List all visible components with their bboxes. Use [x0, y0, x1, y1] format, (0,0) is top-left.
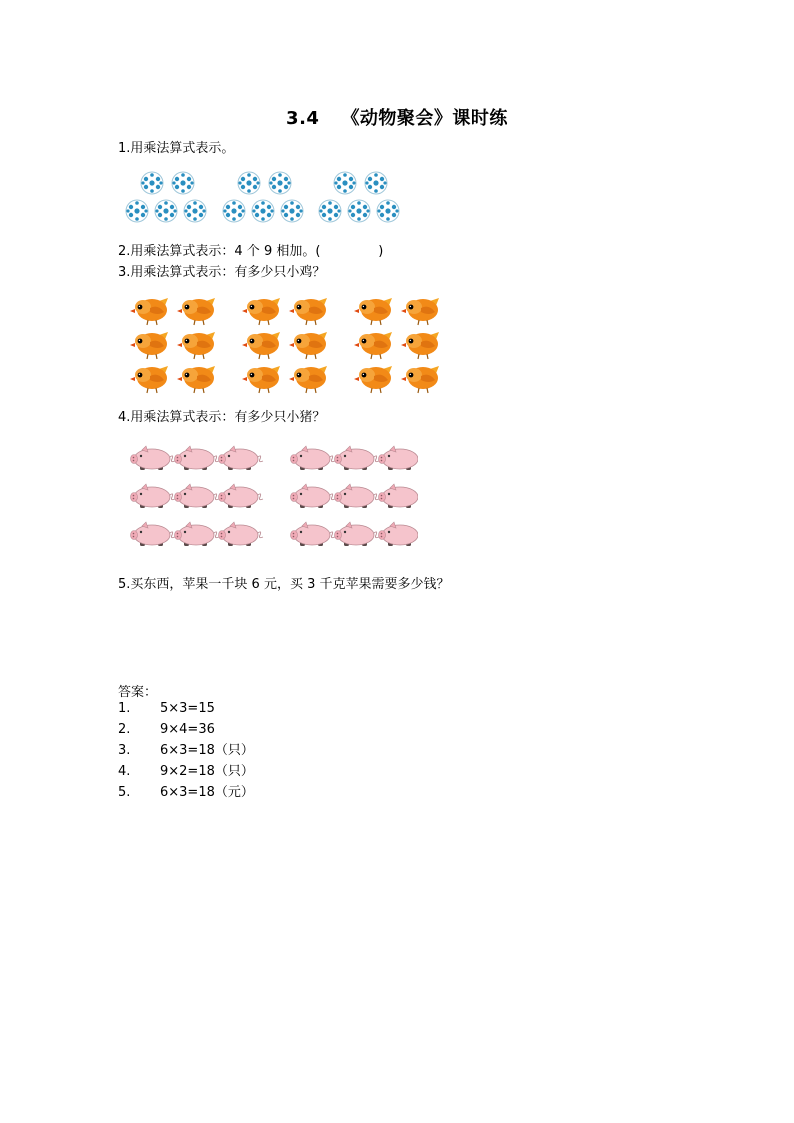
title-number: 3.4 — [286, 108, 320, 129]
pig-icon — [175, 484, 220, 508]
pig-icon — [335, 522, 380, 546]
pig-icon — [219, 446, 264, 470]
pig-icon — [379, 446, 419, 470]
answer-number: 4. — [118, 764, 131, 779]
chick-icon — [177, 366, 215, 393]
question-4: 4.用乘法算式表示：有多少只小猪？ — [118, 410, 326, 425]
answer-number: 2. — [118, 722, 131, 737]
pig-icon — [219, 522, 264, 546]
chick-icon — [242, 332, 280, 359]
answer-row — [118, 743, 254, 759]
chicks-illustration — [118, 294, 448, 394]
pig-icon — [291, 522, 336, 546]
pig-icon — [335, 446, 380, 470]
chick-icon — [242, 298, 280, 325]
pig-icon — [219, 484, 264, 508]
balls-illustration — [118, 168, 418, 228]
chick-icon — [401, 366, 439, 393]
ball-icon — [184, 200, 206, 222]
chick-icon — [289, 366, 327, 393]
answer-text: 6×3=18（只） — [160, 743, 254, 758]
ball-icon — [252, 200, 274, 222]
chick-icon — [401, 298, 439, 325]
chick-icon — [289, 298, 327, 325]
pig-icon — [175, 522, 220, 546]
answers-label: 答案： — [118, 685, 158, 700]
question-5: 5.买东西，苹果一千块 6 元，买 3 千克苹果需要多少钱？ — [118, 577, 450, 592]
ball-icon — [334, 172, 356, 194]
chick-icon — [130, 298, 168, 325]
pig-icon — [175, 446, 220, 470]
chick-icon — [354, 332, 392, 359]
ball-icon — [155, 200, 177, 222]
chick-icon — [177, 332, 215, 359]
pig-icon — [131, 522, 176, 546]
chick-icon — [289, 332, 327, 359]
ball-icon — [126, 200, 148, 222]
chick-icon — [177, 298, 215, 325]
question-3: 3.用乘法算式表示：有多少只小鸡？ — [118, 265, 326, 280]
answer-text: 6×3=18（元） — [160, 785, 254, 800]
pig-icon — [335, 484, 380, 508]
pigs-illustration — [118, 441, 418, 556]
ball-icon — [365, 172, 387, 194]
page-title — [0, 104, 794, 130]
answer-number: 3. — [118, 743, 131, 758]
ball-icon — [319, 200, 341, 222]
answer-text: 9×4=36 — [160, 722, 215, 737]
pig-icon — [291, 484, 336, 508]
ball-icon — [172, 172, 194, 194]
pig-icon — [379, 522, 419, 546]
chick-icon — [130, 332, 168, 359]
ball-icon — [348, 200, 370, 222]
chick-icon — [130, 366, 168, 393]
ball-icon — [141, 172, 163, 194]
ball-icon — [238, 172, 260, 194]
answer-row — [118, 722, 215, 738]
pig-icon — [291, 446, 336, 470]
ball-icon — [223, 200, 245, 222]
title-text: 《动物聚会》课时练 — [341, 108, 508, 129]
ball-icon — [281, 200, 303, 222]
answer-row — [118, 785, 254, 801]
chick-icon — [401, 332, 439, 359]
chick-icon — [354, 298, 392, 325]
answer-number: 1. — [118, 701, 131, 716]
answer-row — [118, 701, 215, 717]
ball-icon — [377, 200, 399, 222]
pig-icon — [131, 446, 176, 470]
pig-icon — [379, 484, 419, 508]
answer-number: 5. — [118, 785, 131, 800]
question-1: 1.用乘法算式表示。 — [118, 141, 235, 156]
chick-icon — [354, 366, 392, 393]
pigs-figure — [118, 441, 418, 556]
chicks-figure — [118, 294, 448, 394]
answer-text: 5×3=15 — [160, 701, 215, 716]
answer-text: 9×2=18（只） — [160, 764, 254, 779]
answer-row — [118, 764, 254, 780]
balls-figure — [118, 168, 418, 228]
chick-icon — [242, 366, 280, 393]
ball-icon — [269, 172, 291, 194]
pig-icon — [131, 484, 176, 508]
question-2: 2.用乘法算式表示：4 个 9 相加。( ) — [118, 244, 384, 259]
